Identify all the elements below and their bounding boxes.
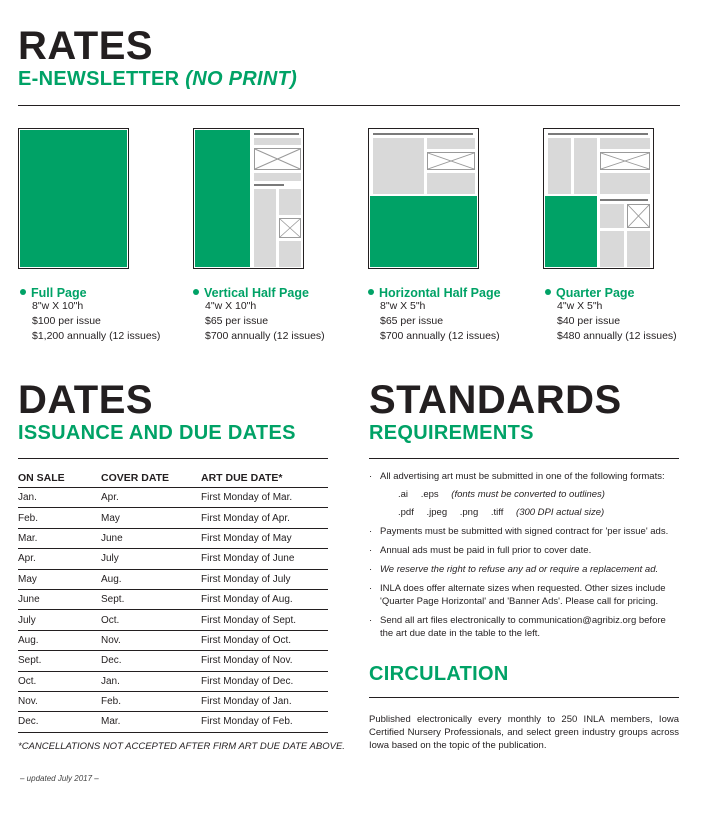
content-block xyxy=(254,189,276,267)
rates-subtitle-italic: (NO PRINT) xyxy=(185,68,298,90)
table-row xyxy=(18,610,328,630)
column-header-art-due-date: ART DUE DATE* xyxy=(201,471,283,484)
content-header-bar xyxy=(254,133,299,135)
cell-on-sale: Jan. xyxy=(18,492,37,504)
table-row xyxy=(18,488,328,508)
content-block xyxy=(600,231,624,267)
content-block xyxy=(627,231,650,267)
image-placeholder-icon xyxy=(279,218,301,238)
cell-cover-date: Oct. xyxy=(101,614,120,626)
requirements-list xyxy=(369,470,679,646)
quarter-page-details xyxy=(557,299,677,344)
ad-size: 4"w X 10"h xyxy=(205,300,257,312)
rates-subtitle xyxy=(18,68,297,91)
cell-art-due-date: First Monday of Mar. xyxy=(201,492,293,504)
cell-art-due-date: First Monday of July xyxy=(201,573,291,585)
content-block xyxy=(600,204,624,228)
table-row xyxy=(18,631,328,651)
list-item xyxy=(369,544,679,557)
content-block xyxy=(548,138,571,194)
ad-price-per-issue: $65 per issue xyxy=(205,315,269,327)
image-placeholder-icon xyxy=(427,152,475,170)
table-row xyxy=(18,549,328,569)
cell-on-sale: Aug. xyxy=(18,634,39,646)
column-header-on-sale: ON SALE xyxy=(18,471,65,484)
table-row xyxy=(18,672,328,692)
cancellation-footnote: *CANCELLATIONS NOT ACCEPTED AFTER FIRM ART DUE DATE ABOVE. xyxy=(18,741,345,752)
cell-art-due-date: First Monday of Feb. xyxy=(201,716,293,728)
cell-cover-date: May xyxy=(101,512,120,524)
format-eps: .eps xyxy=(420,489,439,500)
cell-cover-date: Dec. xyxy=(101,655,122,667)
ad-price-annual: $480 annually (12 issues) xyxy=(557,330,677,342)
bullet-dot-icon xyxy=(193,289,199,295)
bullet-icon: · xyxy=(369,471,373,482)
cell-art-due-date: First Monday of Jan. xyxy=(201,696,292,708)
content-header-bar xyxy=(600,199,648,201)
ad-name: Vertical Half Page xyxy=(204,286,309,300)
bullet-icon: · xyxy=(369,615,373,626)
ad-size: 4"w X 5"h xyxy=(557,300,603,312)
standards-divider xyxy=(369,458,679,459)
content-block xyxy=(254,138,301,145)
cell-art-due-date: First Monday of June xyxy=(201,553,295,565)
cell-art-due-date: First Monday of May xyxy=(201,532,292,544)
cell-on-sale: Nov. xyxy=(18,696,38,708)
ad-price-per-issue: $65 per issue xyxy=(380,315,444,327)
list-item xyxy=(369,525,679,538)
standards-subtitle: REQUIREMENTS xyxy=(369,422,534,444)
table-row xyxy=(18,712,328,732)
format-note: (300 DPI actual size) xyxy=(516,507,605,518)
cell-on-sale: May xyxy=(18,573,37,585)
table-row xyxy=(18,508,328,528)
content-header-bar xyxy=(373,133,473,135)
cell-on-sale: Sept. xyxy=(18,655,42,667)
standards-title: STANDARDS xyxy=(369,378,622,422)
cell-on-sale: Feb. xyxy=(18,512,39,524)
cell-cover-date: Sept. xyxy=(101,594,125,606)
cell-art-due-date: First Monday of Apr. xyxy=(201,512,290,524)
dates-title: DATES xyxy=(18,378,154,422)
full-page-label xyxy=(20,286,87,300)
table-row xyxy=(18,651,328,671)
cell-on-sale: June xyxy=(18,594,40,606)
content-block xyxy=(600,173,650,194)
format-note: (fonts must be converted to outlines) xyxy=(451,489,605,500)
cell-cover-date: Feb. xyxy=(101,696,122,708)
list-item xyxy=(369,614,679,640)
cell-cover-date: Aug. xyxy=(101,573,122,585)
bullet-icon: · xyxy=(369,526,373,537)
cell-art-due-date: First Monday of Oct. xyxy=(201,634,292,646)
list-item xyxy=(369,470,679,519)
horizontal-half-ad-area xyxy=(370,196,477,267)
format-tiff: .tiff xyxy=(490,507,504,518)
cell-cover-date: Mar. xyxy=(101,716,121,728)
full-page-diagram xyxy=(18,128,129,269)
content-block xyxy=(574,138,597,194)
cell-on-sale: July xyxy=(18,614,36,626)
cell-art-due-date: First Monday of Aug. xyxy=(201,594,293,606)
ad-name: Horizontal Half Page xyxy=(379,286,501,300)
image-placeholder-icon xyxy=(627,204,650,228)
content-block xyxy=(373,138,424,194)
format-pdf: .pdf xyxy=(398,507,414,518)
requirement-text: Payments must be submitted with signed contract for 'per issue' ads. xyxy=(380,526,669,537)
dates-subtitle: ISSUANCE AND DUE DATES xyxy=(18,422,296,444)
horizontal-half-page-details xyxy=(380,299,500,344)
bullet-icon: · xyxy=(369,545,373,556)
bullet-dot-icon xyxy=(368,289,374,295)
requirement-text: We reserve the right to refuse any ad or require a replacement ad. xyxy=(380,564,659,575)
format-list-row xyxy=(380,488,679,501)
rates-title: RATES xyxy=(18,24,154,68)
cell-cover-date: Apr. xyxy=(101,492,119,504)
format-png: .png xyxy=(459,507,479,518)
bullet-dot-icon xyxy=(545,289,551,295)
format-list-row xyxy=(380,506,679,519)
table-row xyxy=(18,692,328,712)
cell-on-sale: Apr. xyxy=(18,553,36,565)
cell-on-sale: Dec. xyxy=(18,716,39,728)
vertical-half-page-label xyxy=(193,286,309,300)
ad-price-annual: $1,200 annually (12 issues) xyxy=(32,330,161,342)
content-header-bar xyxy=(548,133,648,135)
quarter-page-diagram xyxy=(543,128,654,269)
ad-size: 8"w X 5"h xyxy=(380,300,426,312)
cell-cover-date: Jan. xyxy=(101,675,120,687)
table-row xyxy=(18,570,328,590)
bullet-icon: · xyxy=(369,583,373,594)
ad-price-annual: $700 annually (12 issues) xyxy=(205,330,325,342)
circulation-title: CIRCULATION xyxy=(369,663,509,685)
dates-divider xyxy=(18,458,328,459)
content-block xyxy=(254,173,301,181)
ad-price-annual: $700 annually (12 issues) xyxy=(380,330,500,342)
content-header-bar xyxy=(254,184,284,186)
full-page-details xyxy=(32,299,160,344)
due-dates-table xyxy=(18,468,328,733)
requirement-text: Annual ads must be paid in full prior to cover date. xyxy=(380,545,592,556)
ad-price-per-issue: $100 per issue xyxy=(32,315,101,327)
content-block xyxy=(427,173,475,194)
quarter-ad-area xyxy=(545,196,597,267)
content-block xyxy=(279,189,301,215)
table-header-row xyxy=(18,468,328,488)
cell-art-due-date: First Monday of Dec. xyxy=(201,675,294,687)
content-block xyxy=(600,138,650,149)
ad-name: Quarter Page xyxy=(556,286,635,300)
cell-art-due-date: First Monday of Nov. xyxy=(201,655,293,667)
cell-on-sale: Mar. xyxy=(18,532,38,544)
horizontal-half-page-label xyxy=(368,286,501,300)
list-item xyxy=(369,563,679,576)
column-header-cover-date: COVER DATE xyxy=(101,471,170,484)
image-placeholder-icon xyxy=(254,148,301,170)
ad-name: Full Page xyxy=(31,286,87,300)
bullet-icon: · xyxy=(369,564,373,575)
table-row xyxy=(18,529,328,549)
ad-price-per-issue: $40 per issue xyxy=(557,315,621,327)
rates-subtitle-main: E-NEWSLETTER xyxy=(18,68,186,90)
requirement-text: INLA does offer alternate sizes when requested. Other sizes include 'Quarter Page Horizontal' and 'Banner Ads'. Please call for pricing. xyxy=(380,583,666,607)
vertical-half-ad-area xyxy=(195,130,250,267)
horizontal-half-page-diagram xyxy=(368,128,479,269)
ad-size: 8"w X 10"h xyxy=(32,300,84,312)
full-page-ad-area xyxy=(20,130,127,267)
cell-cover-date: Nov. xyxy=(101,634,121,646)
list-item xyxy=(369,582,679,608)
bullet-dot-icon xyxy=(20,289,26,295)
cell-cover-date: June xyxy=(101,532,123,544)
cell-on-sale: Oct. xyxy=(18,675,37,687)
format-ai: .ai xyxy=(398,489,409,500)
requirement-text: All advertising art must be submitted in one of the following formats: xyxy=(380,471,665,482)
table-row xyxy=(18,590,328,610)
content-block xyxy=(279,241,301,267)
quarter-page-label xyxy=(545,286,635,300)
circulation-text: Published electronically every monthly to 250 INLA members, Iowa Certified Nursery Professionals, and select green industry groups across Iowa based on the topic of the publication. xyxy=(369,714,679,751)
content-block xyxy=(427,138,475,149)
image-placeholder-icon xyxy=(600,152,650,170)
cell-art-due-date: First Monday of Sept. xyxy=(201,614,297,626)
cell-cover-date: July xyxy=(101,553,119,565)
requirement-text: Send all art files electronically to communication@agribiz.org before the art due date in the table to the left. xyxy=(380,615,666,639)
vertical-half-page-details xyxy=(205,299,325,344)
format-jpeg: .jpeg xyxy=(426,507,448,518)
vertical-half-page-diagram xyxy=(193,128,304,269)
updated-date-note: – updated July 2017 – xyxy=(20,774,99,783)
circulation-divider xyxy=(369,697,679,698)
rates-divider xyxy=(18,105,680,106)
